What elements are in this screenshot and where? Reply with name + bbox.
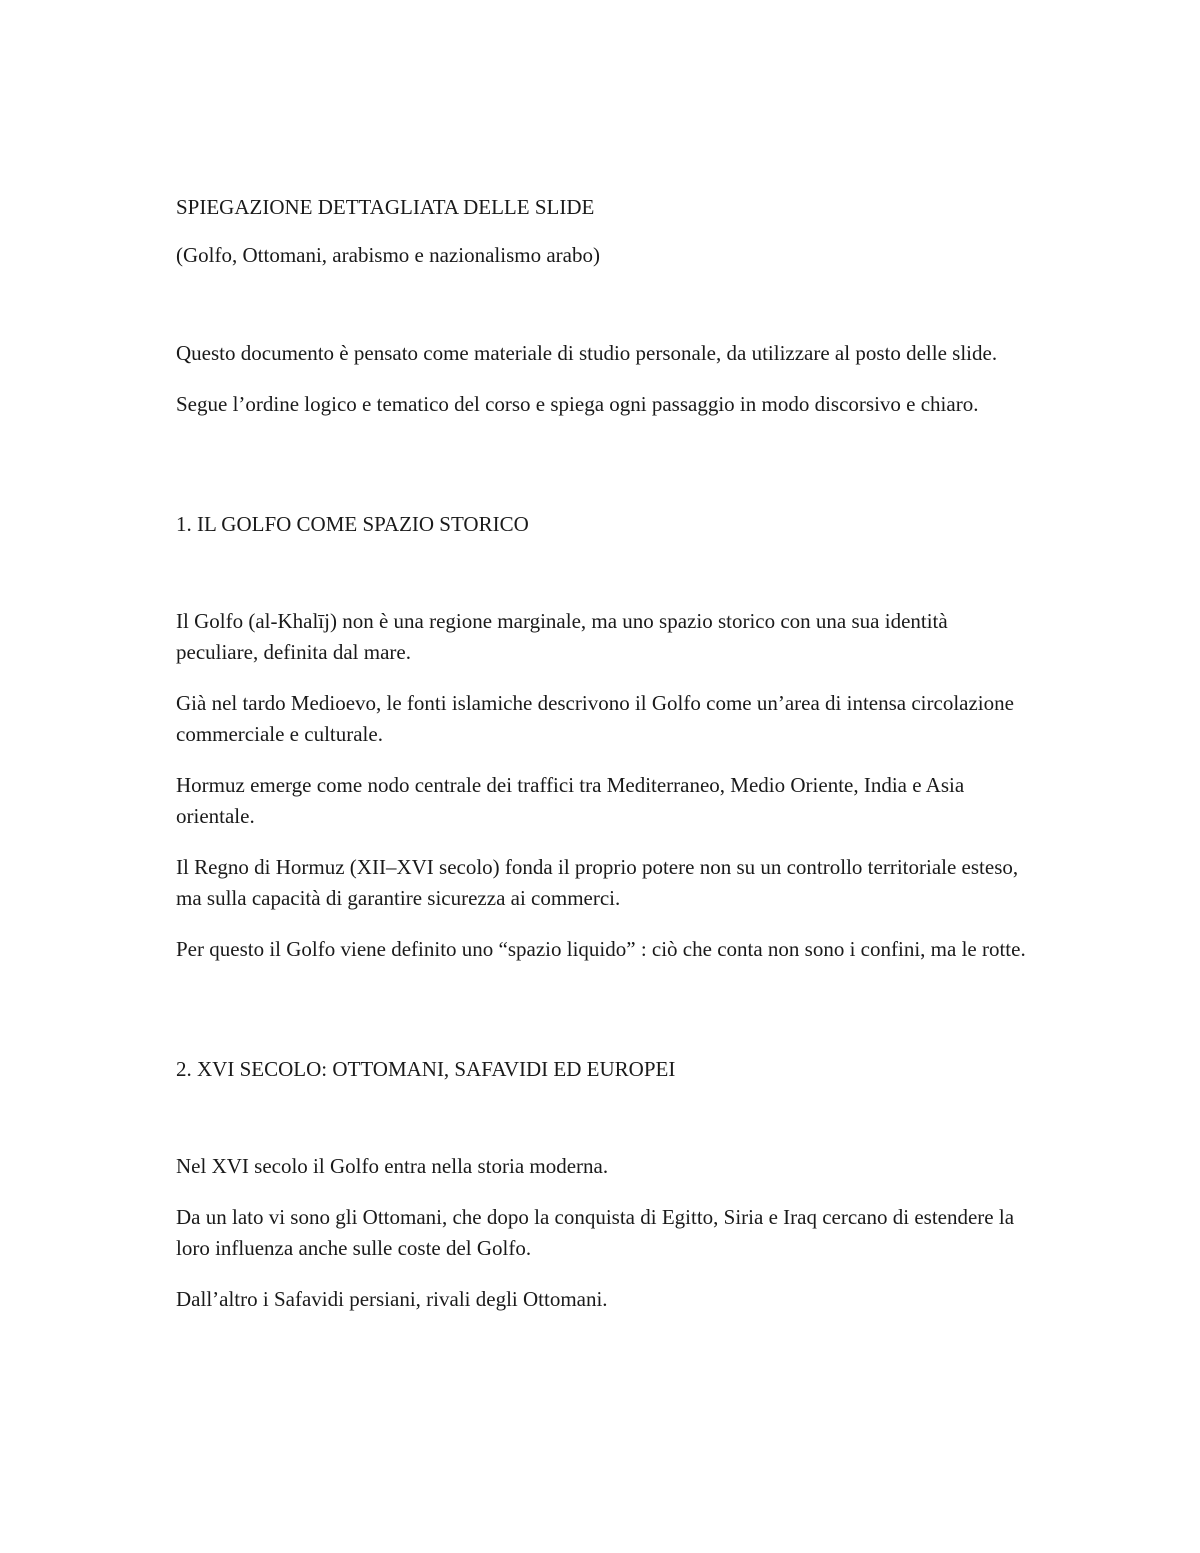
section-paragraph: Già nel tardo Medioevo, le fonti islamiche descrivono il Golfo come un’area di intensa circolazione commerciale e culturale. [176, 691, 1014, 746]
section-paragraph: Dall’altro i Safavidi persiani, rivali degli Ottomani. [176, 1287, 608, 1311]
intro-paragraph: Questo documento è pensato come materiale di studio personale, da utilizzare al posto delle slide. [176, 341, 998, 365]
document-title: SPIEGAZIONE DETTAGLIATA DELLE SLIDE [176, 195, 595, 219]
section-heading: 2. XVI SECOLO: OTTOMANI, SAFAVIDI ED EUROPEI [176, 1057, 676, 1081]
spacer [176, 1085, 1026, 1151]
section-heading: 1. IL GOLFO COME SPAZIO STORICO [176, 512, 529, 536]
section-paragraph: Hormuz emerge come nodo centrale dei traffici tra Mediterraneo, Medio Oriente, India e Asia orientale. [176, 773, 965, 828]
document-body [176, 192, 1026, 1335]
spacer [176, 985, 1026, 1054]
spacer [176, 271, 1026, 338]
section-paragraph: Nel XVI secolo il Golfo entra nella storia moderna. [176, 1154, 609, 1178]
section-paragraph: Il Regno di Hormuz (XII–XVI secolo) fonda il proprio potere non su un controllo territoriale esteso, ma sulla capacità di garantire sicurezza ai commerci. [176, 855, 1019, 910]
section-paragraph: Per questo il Golfo viene definito uno “spazio liquido” : ciò che conta non sono i confini, ma le rotte. [176, 937, 1026, 961]
spacer [176, 540, 1026, 606]
intro-paragraph: Segue l’ordine logico e tematico del corso e spiega ogni passaggio in modo discorsivo e chiaro. [176, 392, 979, 416]
section-paragraph: Il Golfo (al-Khalīj) non è una regione marginale, ma uno spazio storico con una sua identità peculiare, definita dal mare. [176, 609, 948, 664]
section-paragraph: Da un lato vi sono gli Ottomani, che dopo la conquista di Egitto, Siria e Iraq cercano di estendere la loro influenza anche sulle coste del Golfo. [176, 1205, 1015, 1260]
document-subtitle: (Golfo, Ottomani, arabismo e nazionalismo arabo) [176, 243, 600, 267]
spacer [176, 440, 1026, 509]
